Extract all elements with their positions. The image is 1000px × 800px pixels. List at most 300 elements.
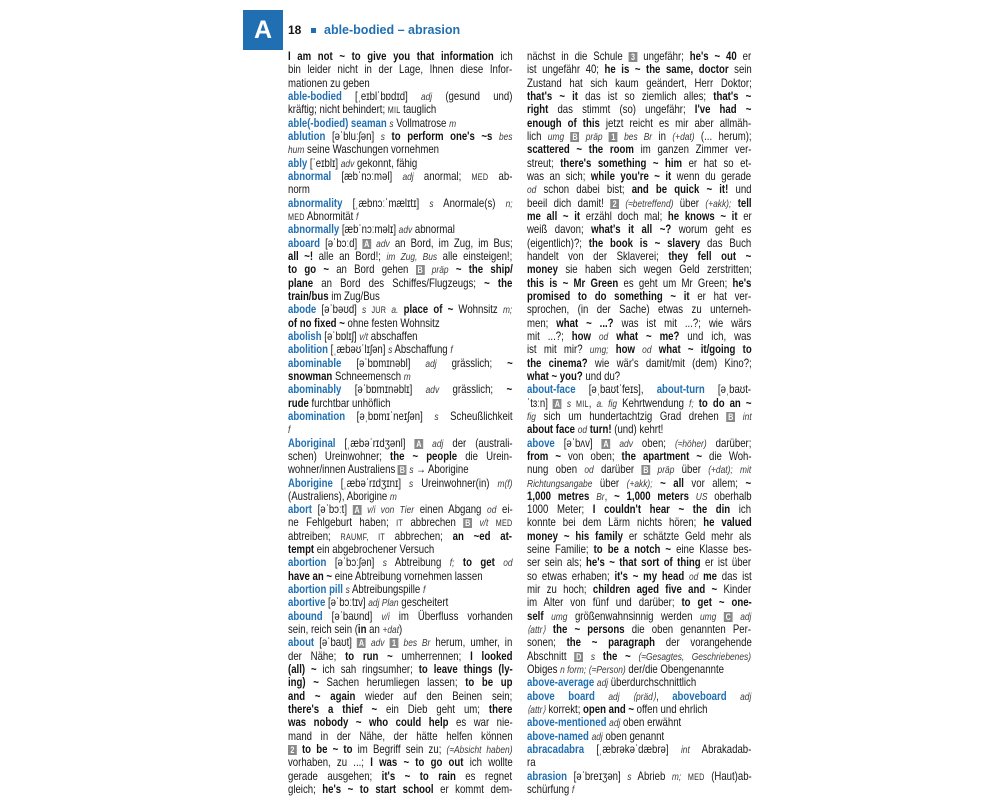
grammar-label: präp (431, 264, 449, 277)
line-content (288, 450, 512, 463)
body-text: Abrakadab- (689, 742, 752, 757)
body-text (595, 649, 603, 663)
headword: abracadabra (527, 742, 585, 757)
headword: abominably (288, 382, 342, 397)
body-text: Abtreibung (386, 555, 450, 570)
headword: abnormality (288, 195, 343, 210)
dictionary-line (288, 143, 513, 156)
body-text: alle einsteigen!; (437, 248, 513, 263)
dictionary-line (288, 290, 513, 303)
grammar-label: adj (609, 717, 621, 730)
dictionary-line (288, 503, 513, 516)
grammar-label: umg; (589, 344, 609, 357)
line-content (527, 50, 751, 63)
body-text: ein abgebrochener Versuch (314, 542, 435, 557)
sense-marker: D (576, 651, 582, 662)
dictionary-line (527, 330, 752, 343)
body-text: der vorangehende (655, 635, 752, 650)
example-phrase: and ~ again (288, 688, 356, 703)
sense-marker: B (572, 131, 578, 142)
body-text: ich sah ringsumher; (316, 662, 419, 677)
example-phrase: to run ~ (345, 648, 393, 663)
dictionary-line (527, 596, 752, 609)
example-phrase: tempt (288, 542, 315, 557)
body-text: über (674, 462, 709, 477)
example-phrase: place of ~ (403, 302, 454, 317)
example-phrase: the book is ~ slavery (588, 235, 701, 250)
dictionary-line (288, 277, 513, 290)
dictionary-line (288, 783, 513, 796)
dictionary-line (288, 716, 513, 729)
body-text (454, 555, 462, 569)
grammar-label: adj (420, 90, 433, 103)
body-text: ist mit mir? (527, 342, 590, 357)
grammar-label: v/t (479, 517, 489, 530)
dictionary-line (527, 650, 752, 663)
body-text: Sachen herumliegen lassen; (318, 675, 466, 690)
body-text (544, 609, 552, 623)
body-text: ser sein als; (527, 555, 587, 570)
line-content (527, 290, 751, 303)
body-text: , (604, 488, 615, 503)
body-text: grässlich; (439, 382, 507, 397)
line-content (527, 783, 574, 797)
body-text: → Aborigine (413, 462, 469, 477)
body-text: Abtreibungspille (349, 582, 423, 597)
dictionary-line (527, 730, 752, 743)
headword: abode (288, 302, 317, 317)
body-text: er (736, 49, 752, 63)
example-phrase: I looked (470, 648, 513, 663)
line-content (288, 783, 512, 796)
grammar-label: s (382, 557, 387, 570)
body-text: ra (527, 755, 536, 770)
body-text: bin leider nicht in der Lage, Ihnen diese Infor- (288, 62, 513, 77)
body-text: [ˌæbəʊˈlɪʃən] (328, 342, 389, 357)
body-text (423, 436, 432, 450)
right-column-text (527, 50, 752, 796)
grammar-label: umg (547, 130, 565, 143)
line-content (527, 743, 751, 757)
example-phrase: ~ (745, 475, 752, 490)
body-text: mationen zu geben (288, 75, 370, 90)
dictionary-line (288, 357, 513, 370)
body-text: schon dabei bist; (536, 182, 632, 197)
grammar-label: m (403, 370, 411, 383)
example-phrase: of no fixed ~ (288, 315, 345, 330)
grammar-label: adj (596, 677, 609, 690)
body-text: [əˈbɒmɪnəblɪ] (341, 382, 426, 397)
example-phrase: I've had ~ (694, 102, 752, 117)
dictionary-line (527, 317, 752, 330)
example-phrase: he's ~ to start school (322, 782, 434, 797)
grammar-label: Richtungsangabe (527, 477, 593, 490)
sense-marker: A (416, 438, 422, 449)
example-phrase: ~ (507, 355, 513, 370)
body-text: [əˈbaʊt] (314, 635, 358, 650)
example-phrase: right (527, 102, 549, 117)
dictionary-line (288, 103, 513, 116)
dictionary-line (288, 117, 513, 130)
body-text: , (588, 395, 597, 410)
body-text: und du? (582, 368, 621, 383)
dictionary-line (527, 77, 752, 90)
dictionary-line (527, 143, 752, 156)
example-phrase: enough of this (527, 115, 600, 130)
body-text: im Überfluss vorhanden (389, 608, 513, 623)
dictionary-line (527, 437, 752, 450)
body-text: seine Familie; (527, 542, 594, 557)
body-text: [ˌeɪblˈbɒdɪd] (341, 88, 421, 103)
line-content (527, 250, 751, 263)
sense-marker: B (465, 518, 471, 529)
dictionary-line (527, 583, 752, 596)
body-text: abbrechen; (385, 528, 453, 543)
dictionary-line (288, 463, 513, 476)
dictionary-line (288, 170, 513, 183)
grammar-label: adv (425, 384, 440, 397)
body-text: ne Fehlgeburt haben; (288, 515, 397, 530)
body-text: ungefähr; (637, 49, 690, 63)
example-phrase: the cinema? (527, 355, 588, 370)
dictionary-line (527, 130, 752, 143)
page-number: 18 (288, 23, 302, 37)
line-content (527, 543, 752, 556)
body-text: [əˈbɔːʃən] (326, 555, 383, 570)
dictionary-line (288, 383, 513, 396)
left-column (288, 50, 513, 798)
example-phrase: tell (737, 195, 752, 210)
body-text: Obiges (527, 662, 561, 677)
example-phrase: to go ~ (288, 262, 329, 277)
line-content (527, 223, 751, 236)
line-content (527, 63, 752, 76)
dictionary-line (527, 743, 752, 756)
grammar-label: s (388, 344, 393, 357)
grammar-label: ⟨attr⟩ (527, 624, 546, 637)
body-text: das ist (717, 568, 752, 583)
body-text: ) (399, 622, 403, 637)
line-content (527, 516, 752, 529)
grammar-label: präp (657, 464, 675, 477)
body-text: [ˈeɪblɪ] (307, 155, 341, 170)
dictionary-line (527, 303, 752, 316)
body-text: größenwahnsinnig werden (567, 608, 700, 623)
line-content (288, 183, 310, 196)
domain-label: MIL (387, 105, 401, 116)
dictionary-line (288, 583, 513, 596)
body-text (652, 342, 659, 356)
headword: above-average (527, 675, 595, 690)
example-phrase: the ~ people (390, 448, 458, 463)
body-text: Abschaffung (392, 342, 451, 357)
headword: abolish (288, 328, 322, 343)
headword: Aboriginal (288, 435, 336, 450)
body-text: erzähl doch mal; (580, 208, 668, 223)
grammar-label: s (566, 397, 572, 410)
example-phrase: in (357, 622, 367, 637)
example-phrase: to leave things (ly- (418, 662, 513, 677)
body-text: Schneemensch (332, 368, 404, 383)
body-text: , (656, 688, 673, 703)
body-text: korrekt; (545, 702, 584, 717)
dictionary-line (288, 90, 513, 103)
dictionary-line (527, 197, 752, 210)
body-text: gescheitert (398, 595, 449, 610)
grammar-label: ⟨attr⟩ (527, 704, 546, 717)
body-text: abbrechen (403, 515, 464, 530)
body-text: Zustand hat sich kaum geändert, Herr Doktor; (527, 75, 752, 90)
grammar-label: umg (551, 610, 568, 623)
dictionary-line (527, 370, 752, 383)
example-phrase: the ~ persons (552, 622, 625, 637)
grammar-label: a. fig (596, 397, 618, 410)
dictionary-line (288, 437, 513, 450)
grammar-label: od (642, 344, 652, 357)
grammar-label: US (695, 490, 708, 503)
example-phrase: there (488, 702, 513, 717)
example-phrase: ~ all (660, 475, 684, 490)
body-text: [əˈbʌv] (554, 435, 602, 450)
body-text (716, 609, 724, 623)
body-text: seine Waschungen vornehmen (304, 142, 440, 157)
dictionary-line (527, 623, 752, 636)
grammar-label: adj ⟨präd⟩ (608, 690, 657, 703)
example-phrase: the apartment ~ (621, 448, 702, 463)
dictionary-line (288, 317, 513, 330)
grammar-label: f (571, 784, 575, 797)
body-text: [əˈbaʊnd] (322, 608, 382, 623)
body-text: die Woh- (701, 448, 752, 463)
line-content (527, 303, 751, 316)
example-phrase: he knows ~ it (667, 208, 738, 223)
body-text: einen Abgang (414, 502, 488, 517)
domain-label: JUR (371, 305, 387, 316)
dictionary-line (288, 703, 513, 716)
example-phrase: money ~ his family (527, 528, 623, 543)
body-text: [ˌæbnɔːˈmælɪtɪ] (342, 195, 430, 210)
dictionary-line (527, 210, 752, 223)
body-text: lich (527, 128, 548, 143)
example-phrase: from ~ (527, 448, 561, 463)
dictionary-line (527, 756, 752, 769)
headword: above board (527, 688, 595, 703)
dictionary-line (288, 210, 513, 223)
body-text: gekonnt, fähig (354, 155, 418, 170)
grammar-label: od (584, 464, 594, 477)
dictionary-line (527, 783, 752, 796)
body-text: im ganzen Zimmer ver- (633, 142, 752, 157)
body-text: nächst in die Schule (527, 49, 629, 63)
example-phrase: ing) ~ (288, 675, 319, 690)
example-phrase: I couldn't hear ~ the din (592, 502, 731, 517)
headword: abnormal (288, 168, 332, 183)
body-text (591, 329, 599, 343)
line-content (288, 716, 513, 729)
line-content (527, 157, 751, 170)
body-text: [əˈbɒmɪnəbl] (341, 355, 426, 370)
example-phrase: ~ the (484, 275, 513, 290)
example-phrase: to get (462, 555, 495, 570)
sense-marker: 1 (609, 132, 618, 142)
grammar-label: s (345, 584, 350, 597)
grammar-label: (+dat) (672, 130, 695, 143)
body-text: [ˌæbrəkəˈdæbrə] (584, 742, 681, 757)
line-content (288, 397, 390, 410)
sense-marker: A (354, 505, 360, 516)
body-text: (gesund und) (432, 88, 513, 103)
grammar-label: s (429, 197, 434, 210)
body-text: der (australi- (443, 435, 513, 450)
grammar-label: adj Plan (368, 597, 399, 610)
dictionary-line (288, 130, 513, 143)
dictionary-line (527, 90, 752, 103)
dictionary-line (527, 663, 752, 676)
line-content (527, 556, 751, 569)
body-text: Scheußlichkeit (438, 408, 513, 423)
grammar-label: (≈höher) (674, 437, 707, 450)
example-phrase: rude (288, 395, 309, 410)
body-text: oben erwähnt (620, 715, 682, 730)
dictionary-line (527, 397, 752, 410)
body-text (689, 489, 696, 503)
body-text: Wohnsitz (453, 302, 503, 317)
dictionary-line (527, 530, 752, 543)
dictionary-line (527, 170, 752, 183)
domain-label: IT (396, 518, 404, 529)
line-content (527, 756, 536, 769)
body-text: ohne festen Wohnsitz (344, 315, 440, 330)
dictionary-line (288, 596, 513, 609)
dictionary-line (527, 183, 752, 196)
body-text: [əˈbreɪʒən] (567, 768, 628, 783)
body-text: was an sich; (527, 168, 591, 183)
body-text: konnte bei dem Lärm nichts hören; (527, 515, 704, 530)
dictionary-line (288, 743, 513, 756)
example-phrase: what ~ you? (527, 368, 583, 383)
example-phrase: to be up (465, 675, 513, 690)
domain-label: MED (687, 771, 705, 782)
body-text: (... herum); (694, 128, 752, 143)
grammar-label: s (380, 130, 385, 143)
bullet-square-icon (311, 28, 316, 33)
body-text (488, 515, 495, 529)
example-phrase: ~ 1,000 meters (614, 488, 689, 503)
body-text: [æbˈnɔːməl] (331, 168, 403, 183)
headword: abrasion (527, 768, 568, 783)
grammar-label: f; (449, 557, 455, 570)
dictionary-line (288, 63, 513, 76)
body-text: darüber; (706, 435, 752, 450)
body-text: kräftig; nicht behindert; (288, 102, 388, 117)
body-text: die Urein- (457, 448, 513, 463)
body-text (449, 262, 456, 276)
headword: ably (288, 155, 308, 170)
dictionary-line (527, 410, 752, 423)
headword: about-turn (656, 382, 705, 397)
sense-marker: B (399, 465, 405, 476)
example-phrase: about face (527, 422, 576, 437)
dictionary-line (527, 50, 752, 63)
grammar-label: f (355, 210, 359, 223)
dictionary-line (527, 63, 752, 76)
line-content (527, 103, 751, 116)
grammar-label: m; (502, 304, 513, 317)
body-text: die oben genannten Per- (624, 622, 752, 637)
body-text: [ˌæbəˈrɪdʒɪnɪ] (332, 475, 410, 490)
grammar-label: präp (585, 130, 603, 143)
body-text: mir zu hoch; (527, 582, 593, 597)
body-text: abnormal (412, 222, 455, 237)
grammar-label: adv (619, 437, 633, 450)
sense-marker: 1 (390, 638, 399, 648)
body-text: [əˈbɔːt] (312, 502, 353, 517)
example-phrase: (all) ~ (288, 662, 317, 677)
dictionary-line (527, 676, 752, 689)
example-phrase: and be quick ~ it! (631, 182, 729, 197)
grammar-label: od (598, 330, 609, 343)
body-text: (Haut)ab- (704, 768, 752, 783)
line-content (527, 583, 751, 596)
headword: abort (288, 502, 312, 517)
body-text (608, 329, 616, 343)
body-text: im Begriff sein zu; (352, 742, 447, 757)
body-text: sich um hundertachtzig Grad drehen (535, 408, 727, 423)
grammar-label: (≈Gesagtes, Geschriebenes) (638, 650, 752, 663)
dictionary-line (527, 223, 752, 236)
example-phrase: what ~ me? (616, 328, 680, 343)
body-text: von oben; (560, 448, 622, 463)
sense-marker: 3 (629, 52, 638, 62)
body-text: das ist so ziemlich alles; (578, 88, 714, 103)
body-text: Abnormität (304, 208, 356, 223)
body-text (608, 342, 615, 356)
sense-marker: C (725, 611, 731, 622)
line-content (288, 317, 440, 330)
grammar-label: adj (425, 357, 437, 370)
body-text: weiß davon; (527, 222, 592, 237)
dictionary-line (527, 703, 752, 716)
body-text: [æbˈnɔːməlɪ] (339, 222, 399, 237)
dictionary-line (527, 157, 752, 170)
dictionary-line (527, 716, 752, 729)
line-content (527, 503, 751, 516)
example-phrase: the ~ paragraph (566, 635, 656, 650)
grammar-label: (≈betreffend) (625, 197, 674, 210)
example-phrase: turn! (589, 422, 612, 437)
grammar-label: bes Br (403, 637, 431, 650)
grammar-label: s (409, 464, 414, 477)
headword: Aborigine (288, 475, 333, 490)
dictionary-line (288, 410, 513, 423)
body-text: offen und ehrlich (634, 702, 708, 717)
dictionary-line (527, 636, 752, 649)
body-text: sein (728, 62, 752, 77)
example-phrase: he's ~ that sort of thing (586, 555, 701, 570)
body-text: überdurchschnittlich (608, 675, 697, 690)
body-text: in (652, 128, 673, 143)
line-content (527, 170, 751, 183)
line-content (527, 317, 751, 330)
dictionary-line (527, 343, 752, 356)
grammar-label: od (577, 424, 588, 437)
grammar-label: bes Br (624, 130, 653, 143)
example-phrase: that's ~ (713, 88, 752, 103)
example-phrase: me (703, 568, 718, 583)
dictionary-line (527, 450, 752, 463)
body-text: abschaffen (368, 328, 418, 343)
dictionary-line (288, 370, 513, 383)
